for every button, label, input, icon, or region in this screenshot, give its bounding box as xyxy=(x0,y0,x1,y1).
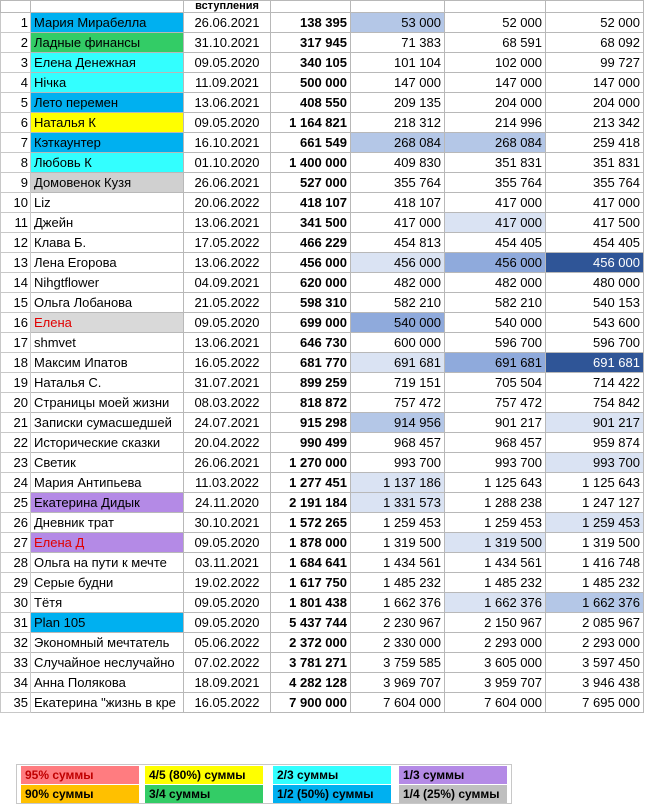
value-1-cell[interactable]: 454 813 xyxy=(351,233,445,253)
date-cell[interactable]: 05.06.2022 xyxy=(184,633,271,653)
name-cell[interactable]: Записки сумасшедшей xyxy=(31,413,184,433)
date-cell[interactable]: 16.05.2022 xyxy=(184,693,271,713)
row-number-cell[interactable]: 1 xyxy=(1,13,31,33)
amount-cell[interactable]: 915 298 xyxy=(271,413,351,433)
value-2-cell[interactable]: 2 293 000 xyxy=(445,633,546,653)
header-cell[interactable] xyxy=(31,1,184,13)
value-3-cell[interactable]: 1 662 376 xyxy=(546,593,644,613)
amount-cell[interactable]: 5 437 744 xyxy=(271,613,351,633)
row-number-cell[interactable]: 18 xyxy=(1,353,31,373)
date-cell[interactable]: 16.05.2022 xyxy=(184,353,271,373)
value-3-cell[interactable]: 993 700 xyxy=(546,453,644,473)
name-cell[interactable]: Джейн xyxy=(31,213,184,233)
value-1-cell[interactable]: 1 137 186 xyxy=(351,473,445,493)
value-1-cell[interactable]: 456 000 xyxy=(351,253,445,273)
name-cell[interactable]: Наталья К xyxy=(31,113,184,133)
date-cell[interactable]: 07.02.2022 xyxy=(184,653,271,673)
value-3-cell[interactable]: 901 217 xyxy=(546,413,644,433)
value-3-cell[interactable]: 3 946 438 xyxy=(546,673,644,693)
value-2-cell[interactable]: 757 472 xyxy=(445,393,546,413)
legend-item: 4/5 (80%) суммы xyxy=(145,766,263,784)
date-cell[interactable]: 17.05.2022 xyxy=(184,233,271,253)
amount-cell[interactable]: 527 000 xyxy=(271,173,351,193)
row-number-cell[interactable]: 30 xyxy=(1,593,31,613)
value-2-cell[interactable]: 1 288 238 xyxy=(445,493,546,513)
name-cell[interactable]: Plan 105 xyxy=(31,613,184,633)
amount-cell[interactable]: 4 282 128 xyxy=(271,673,351,693)
amount-cell[interactable]: 408 550 xyxy=(271,93,351,113)
date-cell[interactable]: 13.06.2022 xyxy=(184,253,271,273)
name-cell[interactable]: Елена Д xyxy=(31,533,184,553)
value-1-cell[interactable]: 1 331 573 xyxy=(351,493,445,513)
date-cell[interactable]: 13.06.2021 xyxy=(184,93,271,113)
value-2-cell[interactable]: 1 125 643 xyxy=(445,473,546,493)
amount-cell[interactable]: 899 259 xyxy=(271,373,351,393)
value-3-cell[interactable]: 1 259 453 xyxy=(546,513,644,533)
date-cell[interactable]: 09.05.2020 xyxy=(184,313,271,333)
value-3-cell[interactable]: 2 085 967 xyxy=(546,613,644,633)
amount-cell[interactable]: 818 872 xyxy=(271,393,351,413)
value-1-cell[interactable]: 355 764 xyxy=(351,173,445,193)
value-2-cell[interactable]: 596 700 xyxy=(445,333,546,353)
value-1-cell[interactable]: 1 319 500 xyxy=(351,533,445,553)
table-row xyxy=(1,13,644,33)
amount-cell[interactable]: 1 164 821 xyxy=(271,113,351,133)
value-2-cell[interactable]: 456 000 xyxy=(445,253,546,273)
value-2-cell[interactable]: 691 681 xyxy=(445,353,546,373)
table-row xyxy=(1,353,644,373)
date-cell[interactable]: 19.02.2022 xyxy=(184,573,271,593)
value-2-cell[interactable]: 68 591 xyxy=(445,33,546,53)
date-cell[interactable]: 09.05.2020 xyxy=(184,53,271,73)
date-cell[interactable]: 26.06.2021 xyxy=(184,13,271,33)
date-cell[interactable]: 01.10.2020 xyxy=(184,153,271,173)
amount-cell[interactable]: 138 395 xyxy=(271,13,351,33)
table-row xyxy=(1,613,644,633)
date-cell[interactable]: 09.05.2020 xyxy=(184,113,271,133)
name-cell[interactable]: Экономный мечтатель xyxy=(31,633,184,653)
value-1-cell[interactable]: 2 230 967 xyxy=(351,613,445,633)
amount-cell[interactable]: 1 801 438 xyxy=(271,593,351,613)
row-number-cell[interactable]: 22 xyxy=(1,433,31,453)
amount-cell[interactable]: 2 191 184 xyxy=(271,493,351,513)
name-cell[interactable]: Дневник трат xyxy=(31,513,184,533)
name-cell[interactable]: Тётя xyxy=(31,593,184,613)
name-cell[interactable]: shmvet xyxy=(31,333,184,353)
name-cell[interactable]: Наталья С. xyxy=(31,373,184,393)
value-1-cell[interactable]: 101 104 xyxy=(351,53,445,73)
row-number-cell[interactable]: 16 xyxy=(1,313,31,333)
name-cell[interactable]: Ольга на пути к мечте xyxy=(31,553,184,573)
table-row xyxy=(1,93,644,113)
table-row xyxy=(1,393,644,413)
value-1-cell[interactable]: 719 151 xyxy=(351,373,445,393)
value-2-cell[interactable]: 1 319 500 xyxy=(445,533,546,553)
amount-cell[interactable]: 620 000 xyxy=(271,273,351,293)
row-number-cell[interactable]: 3 xyxy=(1,53,31,73)
value-1-cell[interactable]: 1 259 453 xyxy=(351,513,445,533)
name-cell[interactable]: Екатерина "жизнь в кре xyxy=(31,693,184,713)
date-cell[interactable]: 11.03.2022 xyxy=(184,473,271,493)
value-2-cell[interactable]: 1 434 561 xyxy=(445,553,546,573)
value-2-cell[interactable]: 901 217 xyxy=(445,413,546,433)
value-3-cell[interactable]: 691 681 xyxy=(546,353,644,373)
row-number-cell[interactable]: 17 xyxy=(1,333,31,353)
value-3-cell[interactable]: 1 247 127 xyxy=(546,493,644,513)
value-2-cell[interactable]: 355 764 xyxy=(445,173,546,193)
header-cell[interactable] xyxy=(351,1,445,13)
value-1-cell[interactable]: 268 084 xyxy=(351,133,445,153)
legend-item: 2/3 суммы xyxy=(273,766,391,784)
table-row xyxy=(1,313,644,333)
table-row xyxy=(1,113,644,133)
row-number-cell[interactable]: 25 xyxy=(1,493,31,513)
value-1-cell[interactable]: 418 107 xyxy=(351,193,445,213)
name-cell[interactable]: Случайное неслучайно xyxy=(31,653,184,673)
amount-cell[interactable]: 598 310 xyxy=(271,293,351,313)
value-2-cell[interactable]: 417 000 xyxy=(445,213,546,233)
amount-cell[interactable]: 466 229 xyxy=(271,233,351,253)
row-number-cell[interactable]: 21 xyxy=(1,413,31,433)
name-cell[interactable]: Серые будни xyxy=(31,573,184,593)
table-row xyxy=(1,493,644,513)
value-2-cell[interactable]: 705 504 xyxy=(445,373,546,393)
date-cell[interactable]: 24.11.2020 xyxy=(184,493,271,513)
row-number-cell[interactable]: 13 xyxy=(1,253,31,273)
value-2-cell[interactable]: 147 000 xyxy=(445,73,546,93)
value-1-cell[interactable]: 1 485 232 xyxy=(351,573,445,593)
value-1-cell[interactable]: 582 210 xyxy=(351,293,445,313)
table-row xyxy=(1,533,644,553)
table-row xyxy=(1,233,644,253)
value-1-cell[interactable]: 968 457 xyxy=(351,433,445,453)
date-cell[interactable]: 09.05.2020 xyxy=(184,593,271,613)
row-number-cell[interactable]: 27 xyxy=(1,533,31,553)
value-2-cell[interactable]: 993 700 xyxy=(445,453,546,473)
row-number-cell[interactable]: 12 xyxy=(1,233,31,253)
table-row xyxy=(1,213,644,233)
value-2-cell[interactable]: 204 000 xyxy=(445,93,546,113)
name-cell[interactable]: Ладные финансы xyxy=(31,33,184,53)
date-cell[interactable]: 20.04.2022 xyxy=(184,433,271,453)
amount-cell[interactable]: 1 878 000 xyxy=(271,533,351,553)
value-1-cell[interactable]: 147 000 xyxy=(351,73,445,93)
table-row xyxy=(1,633,644,653)
row-number-cell[interactable]: 33 xyxy=(1,653,31,673)
header-cell[interactable] xyxy=(445,1,546,13)
value-1-cell[interactable]: 1 662 376 xyxy=(351,593,445,613)
amount-cell[interactable]: 661 549 xyxy=(271,133,351,153)
row-number-cell[interactable]: 19 xyxy=(1,373,31,393)
table-row xyxy=(1,153,644,173)
name-cell[interactable]: Мария Антипьева xyxy=(31,473,184,493)
name-cell[interactable]: Анна Полякова xyxy=(31,673,184,693)
value-2-cell[interactable]: 214 996 xyxy=(445,113,546,133)
table-row xyxy=(1,333,644,353)
amount-cell[interactable]: 317 945 xyxy=(271,33,351,53)
value-2-cell[interactable]: 268 084 xyxy=(445,133,546,153)
value-1-cell[interactable]: 3 759 585 xyxy=(351,653,445,673)
header-cell[interactable] xyxy=(546,1,644,13)
legend-item: 1/2 (50%) суммы xyxy=(273,785,391,803)
amount-cell[interactable]: 418 107 xyxy=(271,193,351,213)
amount-cell[interactable]: 1 617 750 xyxy=(271,573,351,593)
table-row xyxy=(1,693,644,713)
table-row xyxy=(1,453,644,473)
row-number-cell[interactable]: 10 xyxy=(1,193,31,213)
value-1-cell[interactable]: 540 000 xyxy=(351,313,445,333)
value-3-cell[interactable]: 213 342 xyxy=(546,113,644,133)
value-1-cell[interactable]: 53 000 xyxy=(351,13,445,33)
value-2-cell[interactable]: 52 000 xyxy=(445,13,546,33)
amount-cell[interactable]: 646 730 xyxy=(271,333,351,353)
value-2-cell[interactable]: 540 000 xyxy=(445,313,546,333)
name-cell[interactable]: Мария Мирабелла xyxy=(31,13,184,33)
value-1-cell[interactable]: 218 312 xyxy=(351,113,445,133)
row-number-cell[interactable]: 34 xyxy=(1,673,31,693)
row-number-cell[interactable]: 14 xyxy=(1,273,31,293)
value-2-cell[interactable]: 7 604 000 xyxy=(445,693,546,713)
value-1-cell[interactable]: 71 383 xyxy=(351,33,445,53)
name-cell[interactable]: Ольга Лобанова xyxy=(31,293,184,313)
value-3-cell[interactable]: 1 125 643 xyxy=(546,473,644,493)
value-2-cell[interactable]: 2 150 967 xyxy=(445,613,546,633)
date-cell[interactable]: 16.10.2021 xyxy=(184,133,271,153)
row-number-cell[interactable]: 35 xyxy=(1,693,31,713)
name-cell[interactable]: Максим Ипатов xyxy=(31,353,184,373)
date-cell[interactable]: 31.10.2021 xyxy=(184,33,271,53)
date-cell[interactable]: 30.10.2021 xyxy=(184,513,271,533)
amount-cell[interactable]: 1 684 641 xyxy=(271,553,351,573)
table-row xyxy=(1,673,644,693)
table-row xyxy=(1,293,644,313)
date-cell[interactable]: 31.07.2021 xyxy=(184,373,271,393)
row-number-cell[interactable]: 7 xyxy=(1,133,31,153)
table-row xyxy=(1,53,644,73)
amount-cell[interactable]: 990 499 xyxy=(271,433,351,453)
value-3-cell[interactable]: 355 764 xyxy=(546,173,644,193)
table-row xyxy=(1,573,644,593)
row-number-cell[interactable]: 26 xyxy=(1,513,31,533)
row-number-cell[interactable]: 28 xyxy=(1,553,31,573)
value-1-cell[interactable]: 7 604 000 xyxy=(351,693,445,713)
date-cell[interactable]: 03.11.2021 xyxy=(184,553,271,573)
value-3-cell[interactable]: 204 000 xyxy=(546,93,644,113)
value-3-cell[interactable]: 417 500 xyxy=(546,213,644,233)
value-1-cell[interactable]: 600 000 xyxy=(351,333,445,353)
value-2-cell[interactable]: 417 000 xyxy=(445,193,546,213)
name-cell[interactable]: Кэткаунтер xyxy=(31,133,184,153)
value-1-cell[interactable]: 691 681 xyxy=(351,353,445,373)
value-3-cell[interactable]: 259 418 xyxy=(546,133,644,153)
value-2-cell[interactable]: 582 210 xyxy=(445,293,546,313)
value-2-cell[interactable]: 454 405 xyxy=(445,233,546,253)
row-number-cell[interactable]: 8 xyxy=(1,153,31,173)
color-legend xyxy=(16,764,512,804)
table-row xyxy=(1,473,644,493)
value-1-cell[interactable]: 209 135 xyxy=(351,93,445,113)
value-3-cell[interactable]: 1 319 500 xyxy=(546,533,644,553)
table-row xyxy=(1,73,644,93)
value-1-cell[interactable]: 2 330 000 xyxy=(351,633,445,653)
amount-cell[interactable]: 681 770 xyxy=(271,353,351,373)
row-number-cell[interactable]: 32 xyxy=(1,633,31,653)
value-3-cell[interactable]: 417 000 xyxy=(546,193,644,213)
value-3-cell[interactable]: 7 695 000 xyxy=(546,693,644,713)
name-cell[interactable]: Лето перемен xyxy=(31,93,184,113)
name-cell[interactable]: Nihgtflower xyxy=(31,273,184,293)
amount-cell[interactable]: 1 277 451 xyxy=(271,473,351,493)
amount-cell[interactable]: 1 270 000 xyxy=(271,453,351,473)
amount-cell[interactable]: 2 372 000 xyxy=(271,633,351,653)
name-cell[interactable]: Домовенок Кузя xyxy=(31,173,184,193)
value-1-cell[interactable]: 1 434 561 xyxy=(351,553,445,573)
amount-cell[interactable]: 500 000 xyxy=(271,73,351,93)
value-3-cell[interactable]: 351 831 xyxy=(546,153,644,173)
date-cell[interactable]: 11.09.2021 xyxy=(184,73,271,93)
value-3-cell[interactable]: 1 485 232 xyxy=(546,573,644,593)
value-3-cell[interactable]: 543 600 xyxy=(546,313,644,333)
table-row xyxy=(1,653,644,673)
value-3-cell[interactable]: 454 405 xyxy=(546,233,644,253)
value-1-cell[interactable]: 417 000 xyxy=(351,213,445,233)
table-row xyxy=(1,253,644,273)
table-row xyxy=(1,273,644,293)
value-1-cell[interactable]: 914 956 xyxy=(351,413,445,433)
table-row xyxy=(1,413,644,433)
date-cell[interactable]: 26.06.2021 xyxy=(184,173,271,193)
value-2-cell[interactable]: 102 000 xyxy=(445,53,546,73)
amount-cell[interactable]: 1 572 265 xyxy=(271,513,351,533)
value-1-cell[interactable]: 757 472 xyxy=(351,393,445,413)
amount-cell[interactable]: 1 400 000 xyxy=(271,153,351,173)
date-cell[interactable]: 20.06.2022 xyxy=(184,193,271,213)
table-row xyxy=(1,513,644,533)
header-cell[interactable] xyxy=(1,1,31,13)
table-row xyxy=(1,173,644,193)
row-number-cell[interactable]: 31 xyxy=(1,613,31,633)
value-1-cell[interactable]: 409 830 xyxy=(351,153,445,173)
legend-item: 1/3 суммы xyxy=(399,766,507,784)
name-cell[interactable]: Елена Денежная xyxy=(31,53,184,73)
date-column-header[interactable]: вступления xyxy=(184,1,271,13)
row-number-cell[interactable]: 11 xyxy=(1,213,31,233)
value-2-cell[interactable]: 3 959 707 xyxy=(445,673,546,693)
name-cell[interactable]: Liz xyxy=(31,193,184,213)
value-2-cell[interactable]: 3 605 000 xyxy=(445,653,546,673)
name-cell[interactable]: Лена Егорова xyxy=(31,253,184,273)
legend-item: 90% суммы xyxy=(21,785,139,803)
table-row xyxy=(1,33,644,53)
name-cell[interactable]: Екатерина Дидык xyxy=(31,493,184,513)
table-row xyxy=(1,593,644,613)
amount-cell[interactable]: 340 105 xyxy=(271,53,351,73)
value-3-cell[interactable]: 714 422 xyxy=(546,373,644,393)
legend-item: 3/4 суммы xyxy=(145,785,263,803)
value-3-cell[interactable]: 99 727 xyxy=(546,53,644,73)
name-cell[interactable]: Исторические сказки xyxy=(31,433,184,453)
value-1-cell[interactable]: 993 700 xyxy=(351,453,445,473)
row-number-cell[interactable]: 29 xyxy=(1,573,31,593)
date-cell[interactable]: 24.07.2021 xyxy=(184,413,271,433)
value-3-cell[interactable]: 2 293 000 xyxy=(546,633,644,653)
table-row xyxy=(1,433,644,453)
value-3-cell[interactable]: 596 700 xyxy=(546,333,644,353)
date-cell[interactable]: 09.05.2020 xyxy=(184,533,271,553)
legend-item: 95% суммы xyxy=(21,766,139,784)
name-cell[interactable]: Нічка xyxy=(31,73,184,93)
table-row xyxy=(1,133,644,153)
value-2-cell[interactable]: 1 662 376 xyxy=(445,593,546,613)
value-2-cell[interactable]: 1 485 232 xyxy=(445,573,546,593)
name-cell[interactable]: Елена xyxy=(31,313,184,333)
row-number-cell[interactable]: 20 xyxy=(1,393,31,413)
date-cell[interactable]: 13.06.2021 xyxy=(184,213,271,233)
amount-cell[interactable]: 699 000 xyxy=(271,313,351,333)
date-cell[interactable]: 18.09.2021 xyxy=(184,673,271,693)
row-number-cell[interactable]: 15 xyxy=(1,293,31,313)
value-3-cell[interactable]: 754 842 xyxy=(546,393,644,413)
header-cell[interactable] xyxy=(271,1,351,13)
legend-item: 1/4 (25%) суммы xyxy=(399,785,507,803)
value-1-cell[interactable]: 3 969 707 xyxy=(351,673,445,693)
value-2-cell[interactable]: 1 259 453 xyxy=(445,513,546,533)
row-number-cell[interactable]: 9 xyxy=(1,173,31,193)
value-3-cell[interactable]: 68 092 xyxy=(546,33,644,53)
value-3-cell[interactable]: 147 000 xyxy=(546,73,644,93)
row-number-cell[interactable]: 4 xyxy=(1,73,31,93)
name-cell[interactable]: Клава Б. xyxy=(31,233,184,253)
date-cell[interactable]: 08.03.2022 xyxy=(184,393,271,413)
row-number-cell[interactable]: 5 xyxy=(1,93,31,113)
date-cell[interactable]: 21.05.2022 xyxy=(184,293,271,313)
name-cell[interactable]: Любовь К xyxy=(31,153,184,173)
value-2-cell[interactable]: 482 000 xyxy=(445,273,546,293)
header-row xyxy=(1,1,644,13)
name-cell[interactable]: Страницы моей жизни xyxy=(31,393,184,413)
table-row xyxy=(1,553,644,573)
date-cell[interactable]: 04.09.2021 xyxy=(184,273,271,293)
date-cell[interactable]: 26.06.2021 xyxy=(184,453,271,473)
value-3-cell[interactable]: 52 000 xyxy=(546,13,644,33)
amount-cell[interactable]: 7 900 000 xyxy=(271,693,351,713)
amount-cell[interactable]: 3 781 271 xyxy=(271,653,351,673)
value-3-cell[interactable]: 3 597 450 xyxy=(546,653,644,673)
value-3-cell[interactable]: 456 000 xyxy=(546,253,644,273)
name-cell[interactable]: Светик xyxy=(31,453,184,473)
value-3-cell[interactable]: 540 153 xyxy=(546,293,644,313)
table-row xyxy=(1,373,644,393)
value-3-cell[interactable]: 959 874 xyxy=(546,433,644,453)
date-cell[interactable]: 09.05.2020 xyxy=(184,613,271,633)
value-2-cell[interactable]: 968 457 xyxy=(445,433,546,453)
date-cell[interactable]: 13.06.2021 xyxy=(184,333,271,353)
row-number-cell[interactable]: 2 xyxy=(1,33,31,53)
amount-cell[interactable]: 341 500 xyxy=(271,213,351,233)
value-3-cell[interactable]: 480 000 xyxy=(546,273,644,293)
value-1-cell[interactable]: 482 000 xyxy=(351,273,445,293)
amount-cell[interactable]: 456 000 xyxy=(271,253,351,273)
row-number-cell[interactable]: 6 xyxy=(1,113,31,133)
row-number-cell[interactable]: 23 xyxy=(1,453,31,473)
value-2-cell[interactable]: 351 831 xyxy=(445,153,546,173)
value-3-cell[interactable]: 1 416 748 xyxy=(546,553,644,573)
row-number-cell[interactable]: 24 xyxy=(1,473,31,493)
table-row xyxy=(1,193,644,213)
